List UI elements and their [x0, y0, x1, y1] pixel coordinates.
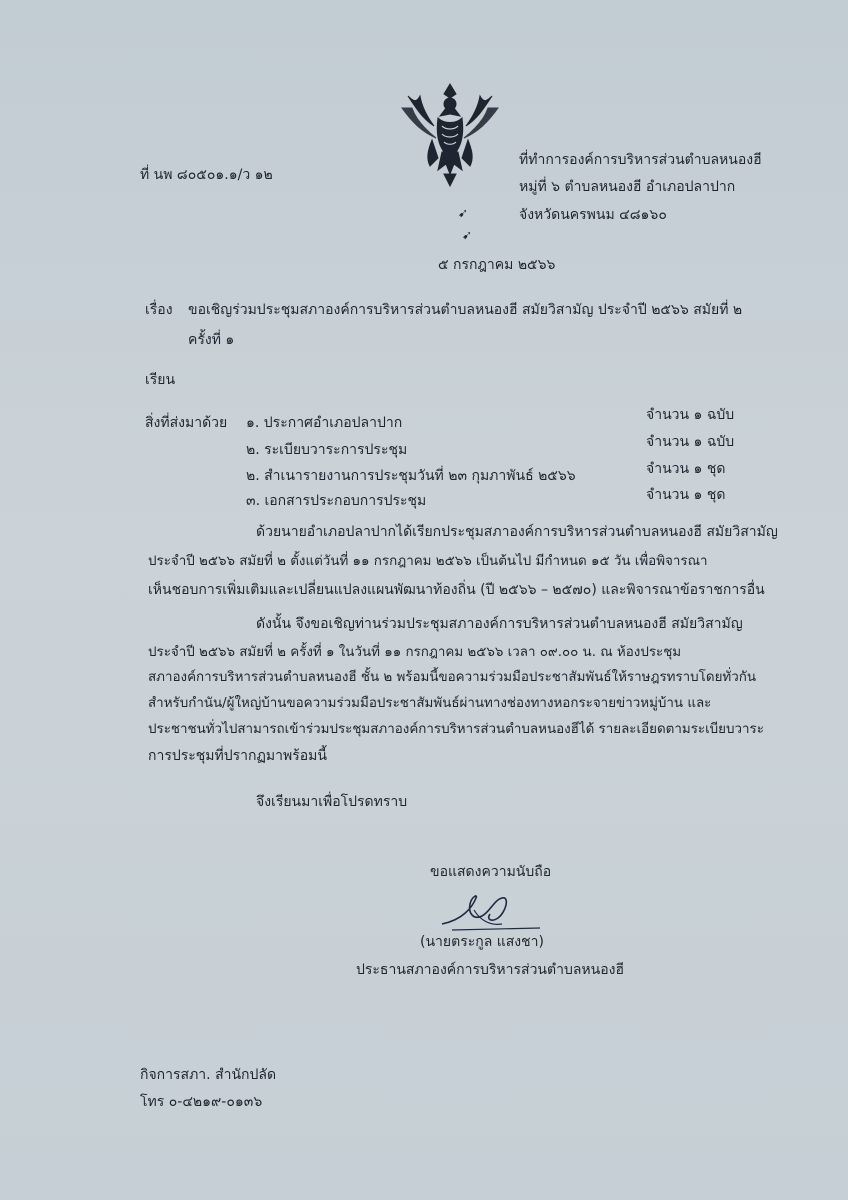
- enclosure-item: ๒. ระเบียบวาระการประชุม: [246, 442, 408, 458]
- closing-line: จึงเรียนมาเพื่อโปรดทราบ: [256, 794, 408, 810]
- subject-line-1: ขอเชิญร่วมประชุมสภาองค์การบริหารส่วนตำบลหนองฮี สมัยวิสามัญ ประจำปี ๒๕๖๖ สมัยที่ ๒: [188, 302, 743, 318]
- enclosure-item: ๓. เอกสารประกอบการประชุม: [246, 493, 427, 509]
- footer-phone: โทร ๐-๔๒๑๙-๐๑๓๖: [140, 1094, 263, 1110]
- body-paragraph-2-line: ประชาชนทั่วไปสามารถเข้าร่วมประชุมสภาองค์การบริหารส่วนตำบลหนองฮีได้ รายละเอียดตามระเบียบวาระ: [148, 722, 764, 737]
- enclosure-qty: จำนวน ๑ ฉบับ: [646, 407, 735, 423]
- body-paragraph-2-line: การประชุมที่ปรากฏมาพร้อมนี้: [148, 748, 327, 764]
- body-paragraph-2-line: สภาองค์การบริหารส่วนตำบลหนองฮี ชั้น ๒ พร้อมนี้ขอความร่วมมือประชาสัมพันธ์ให้ราษฎรทราบโดยทั่วกัน: [148, 670, 757, 685]
- subject-line-2: ครั้งที่ ๑: [188, 332, 235, 348]
- body-paragraph-1-line: เห็นชอบการเพิ่มเติมและเปลี่ยนแปลงแผนพัฒนาท้องถิ่น (ปี ๒๕๖๖ – ๒๕๗๐) และพิจารณาข้อราชการอื่น: [148, 582, 765, 598]
- body-paragraph-2-line: ประจำปี ๒๕๖๖ สมัยที่ ๒ ครั้งที่ ๑ ในวันที่ ๑๑ กรกฎาคม ๒๕๖๖ เวลา ๐๙.๐๐ น. ณ ห้องประชุม: [148, 645, 682, 660]
- body-paragraph-2-line: ดังนั้น จึงขอเชิญท่านร่วมประชุมสภาองค์การบริหารส่วนตำบลหนองฮี สมัยวิสามัญ: [256, 616, 743, 632]
- regards-text: ขอแสดงความนับถือ: [430, 864, 552, 880]
- body-paragraph-1-line: ประจำปี ๒๕๖๖ สมัยที่ ๒ ตั้งแต่วันที่ ๑๑ กรกฎาคม ๒๕๖๖ เป็นต้นไป มีกำหนด ๑๕ วัน เพื่อพิจารณา: [148, 554, 708, 569]
- footer-department: กิจการสภา. สำนักปลัด: [140, 1067, 277, 1083]
- enclosure-qty: จำนวน ๑ ชุด: [646, 487, 726, 503]
- stamp-mark: ➹: [462, 228, 473, 242]
- enclosures-label: สิ่งที่ส่งมาด้วย: [145, 415, 228, 431]
- office-province: จังหวัดนครพนม ๔๘๑๖๐: [519, 207, 667, 223]
- subject-label: เรื่อง: [145, 302, 173, 318]
- letter-date: ๕ กรกฎาคม ๒๕๖๖: [438, 257, 556, 273]
- office-address-line: หมู่ที่ ๖ ตำบลหนองฮี อำเภอปลาปาก: [519, 179, 736, 195]
- enclosure-qty: จำนวน ๑ ฉบับ: [646, 434, 735, 450]
- office-name: ที่ทำการองค์การบริหารส่วนตำบลหนองฮี: [519, 152, 762, 168]
- salutation: เรียน: [145, 372, 176, 388]
- signer-position: ประธานสภาองค์การบริหารส่วนตำบลหนองฮี: [356, 962, 625, 978]
- enclosure-item: ๑. ประกาศอำเภอปลาปาก: [246, 415, 403, 431]
- enclosure-item: ๒. สำเนารายงานการประชุมวันที่ ๒๓ กุมภาพันธ์ ๒๕๖๖: [246, 468, 576, 484]
- stamp-mark: ➹: [458, 206, 469, 220]
- body-paragraph-2-line: สำหรับกำนัน/ผู้ใหญ่บ้านขอความร่วมมือประชาสัมพันธ์ผ่านทางช่องทางหอกระจายข่าวหมู่บ้าน และ: [148, 696, 712, 711]
- signer-name: (นายตระกูล แสงชา): [420, 934, 544, 950]
- handwritten-signature: [432, 890, 542, 935]
- garuda-emblem-icon: [398, 78, 502, 188]
- body-paragraph-1-line: ด้วยนายอำเภอปลาปากได้เรียกประชุมสภาองค์การบริหารส่วนตำบลหนองฮี สมัยวิสามัญ: [256, 524, 778, 540]
- reference-number: ที่ นพ ๘๐๕๐๑.๑/ว ๑๒: [140, 167, 273, 183]
- enclosure-qty: จำนวน ๑ ชุด: [646, 461, 726, 477]
